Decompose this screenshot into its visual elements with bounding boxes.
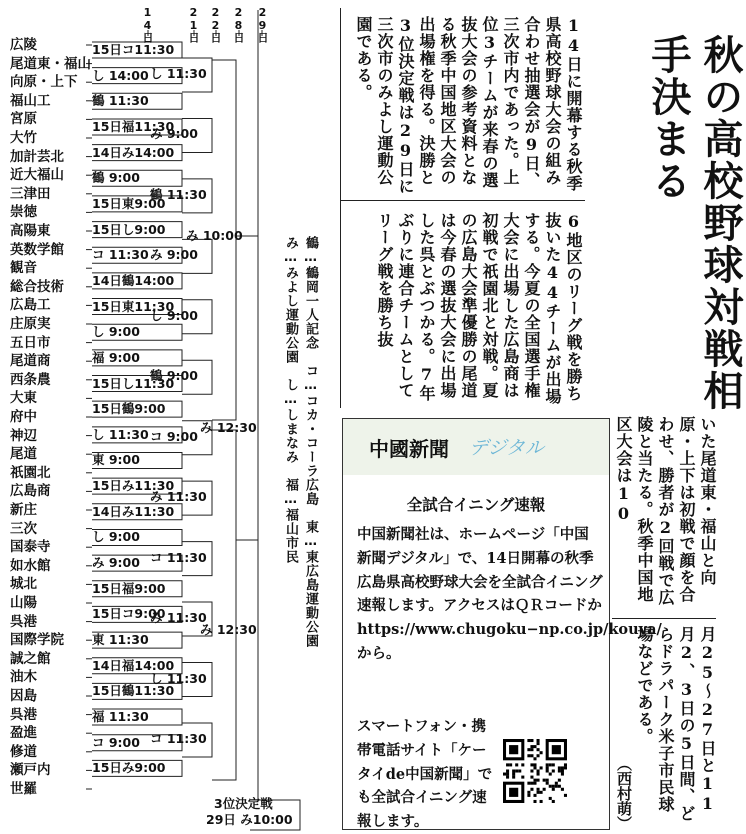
r2-schedule-4: し 9:00 <box>150 307 198 323</box>
team-19: 大東 <box>10 390 37 407</box>
team-33: 誠之館 <box>10 650 51 667</box>
team-24: 広島商 <box>10 483 51 500</box>
bracket-connector-1 <box>236 236 258 540</box>
r2-schedule-8: コ 11:30 <box>150 549 207 565</box>
r1-schedule-6: 15日東9:00 <box>92 195 166 211</box>
r1-schedule-2: 鶴 11:30 <box>92 93 149 109</box>
article-divider-2 <box>612 618 716 619</box>
team-27: 国泰寺 <box>10 539 51 556</box>
tournament-bracket <box>0 0 332 833</box>
team-34: 油木 <box>10 669 37 686</box>
team-14: 広島工 <box>10 297 51 314</box>
third-place-label: 3位決定戦 <box>214 796 273 811</box>
ad-body: 中国新聞社は、ホームページ「中国新聞デジタル」で、14日開幕の秋季広島県高校野球大会を全試合イニング速報します。アクセスはＱＲコードかhttps://www.chugoku−np.co.jp/kouya/から。 <box>357 526 662 662</box>
team-11: 英数学館 <box>10 241 64 258</box>
team-29: 城北 <box>10 576 37 593</box>
team-32: 国際学院 <box>10 632 64 649</box>
team-28: 如水館 <box>10 557 51 574</box>
article-divider <box>340 200 585 201</box>
team-10: 高陽東 <box>10 223 51 239</box>
team-25: 新庄 <box>10 502 37 518</box>
team-12: 観音 <box>10 260 37 277</box>
r1-schedule-26: 福 11:30 <box>92 709 149 725</box>
team-5: 大竹 <box>10 130 37 146</box>
team-21: 神辺 <box>10 427 37 444</box>
r1-schedule-23: 東 11:30 <box>92 632 149 648</box>
r2-schedule-6: コ 9:00 <box>150 428 198 444</box>
round-header-22: 22日 <box>209 6 222 43</box>
r2-schedule-3: み 9:00 <box>150 247 198 263</box>
r3-schedule-0: み 10:00 <box>186 228 243 243</box>
team-36: 呉港 <box>10 706 37 723</box>
team-15: 庄原実 <box>10 316 51 332</box>
r1-schedule-8: コ 11:30 <box>92 247 149 263</box>
r1-schedule-17: 15日み11:30 <box>92 478 175 494</box>
team-39: 瀬戸内 <box>10 762 51 779</box>
r1-schedule-15: し 11:30 <box>92 426 149 442</box>
article-column-3: いた尾道東・福山と向原・上下は初戦で顔を合わせ、勝者が2回戦で広陵と当たる。秋季中国地区大会は10 <box>614 416 717 606</box>
r1-schedule-5: 鶴 9:00 <box>92 170 140 186</box>
article-column-4: 月25〜27日と11月2、3日の5日間、どらドラパーク米子市民球場などである。 <box>635 626 717 822</box>
r2-schedule-5: 鶴 9:00 <box>150 368 198 384</box>
r1-schedule-25: 15日鶴11:30 <box>92 683 175 699</box>
team-2: 向原・上下 <box>10 74 78 91</box>
third-place-time: 29日 み10:00 <box>206 812 293 827</box>
ad-title: 全試合イニング速報 <box>406 496 546 514</box>
team-18: 西条農 <box>10 371 51 388</box>
r2-schedule-7: み 11:30 <box>150 489 207 505</box>
team-0: 広陵 <box>10 37 37 53</box>
team-4: 宮原 <box>10 111 37 128</box>
team-20: 府中 <box>10 409 37 425</box>
r1-schedule-28: 15日み9:00 <box>92 760 166 776</box>
r1-schedule-22: 15日コ9:00 <box>92 606 166 622</box>
r1-schedule-13: 15日し11:30 <box>92 375 175 391</box>
r2-schedule-10: し 11:30 <box>150 670 207 686</box>
venue-legend-1: 鶴…鶴岡一人記念 コ…コカ・コーラ広島 東…東広島運動公園 <box>303 236 318 648</box>
round-header-28: 28日 <box>232 6 245 43</box>
team-40: 世羅 <box>10 781 37 797</box>
r1-schedule-24: 14日福14:00 <box>92 657 175 673</box>
team-22: 尾道 <box>10 446 37 463</box>
article-border <box>340 8 341 408</box>
team-1: 尾道東・福山 <box>10 55 91 72</box>
r3-schedule-2: み 12:30 <box>200 622 257 637</box>
r1-schedule-16: 東 9:00 <box>92 452 140 468</box>
team-3: 福山工 <box>10 92 51 109</box>
team-26: 三次 <box>10 520 37 537</box>
team-38: 修道 <box>10 743 37 760</box>
digital-logo: デジタル <box>469 437 544 459</box>
r1-schedule-4: 14日み14:00 <box>92 144 175 160</box>
r2-schedule-2: 鶴 11:30 <box>150 186 207 202</box>
r1-schedule-18: 14日み11:30 <box>92 503 175 519</box>
ad-body-mobile: スマートフォン・携帯電話サイト「ケータイde中国新聞」でも全試合イニング速報します。 <box>357 718 493 831</box>
article-column-1: 14日に開幕する秋季県高校野球大会の組み合わせ抽選会が9日、三次市内であった。上位3チームが来春の選抜大会の参考資料となる秋季中国地区大会の出場権を得る。決勝と3位決定戦は29日に三次市のみよし運動公園である。 <box>354 16 583 195</box>
team-37: 盈進 <box>10 725 37 742</box>
r3-schedule-1: み 12:30 <box>200 420 257 435</box>
team-30: 山陽 <box>10 595 37 611</box>
round-header-29: 29日 <box>256 6 269 43</box>
r1-schedule-27: コ 9:00 <box>92 734 140 750</box>
article-column-2: 6地区のリーグ戦を勝ち抜いた44チームが出場する。今夏の全国選手権大会に出場した広島商は初戦で祇園北と対戦。夏の広島大会準優勝の尾道は今春の選抜大会に出場した呉とぶつかる。7年ぶりに連合チームとしてリーグ戦を勝ち抜 <box>375 212 583 405</box>
byline: （西村萌） <box>615 756 633 831</box>
r1-schedule-3: 15日福11:30 <box>92 118 175 134</box>
r1-schedule-1: し 14:00 <box>92 67 149 83</box>
r2-schedule-11: コ 11:30 <box>150 730 207 746</box>
r2-schedule-9: み 11:30 <box>150 610 207 626</box>
r1-schedule-0: 15日コ11:30 <box>92 42 175 57</box>
bracket-connector-2 <box>212 430 236 780</box>
r1-schedule-9: 14日鶴14:00 <box>92 272 175 288</box>
r1-schedule-20: み 9:00 <box>92 555 140 571</box>
team-13: 総合技術 <box>10 278 64 295</box>
team-31: 呉港 <box>10 613 37 630</box>
round-header-14: 14日 <box>141 6 154 43</box>
team-17: 尾道商 <box>10 353 51 370</box>
ad-banner <box>343 419 609 475</box>
qr-code-icon[interactable] <box>503 739 567 803</box>
r2-schedule-0: し 11:30 <box>150 66 207 81</box>
team-23: 祇園北 <box>10 464 51 481</box>
round-header-21: 21日 <box>187 6 200 43</box>
team-16: 五日市 <box>10 334 51 351</box>
team-8: 三津田 <box>10 185 51 202</box>
r1-schedule-7: 15日し9:00 <box>92 221 166 237</box>
r2-schedule-1: み 9:00 <box>150 126 198 142</box>
venue-legend-2: み…みよし運動公園 し…しまなみ 福…福山市民 <box>283 236 298 564</box>
r1-schedule-12: 福 9:00 <box>92 349 140 365</box>
headline: 秋の高校野球対戦相手決まる <box>645 34 744 412</box>
r1-schedule-11: し 9:00 <box>92 324 140 340</box>
team-6: 加計芸北 <box>10 148 64 165</box>
r1-schedule-21: 15日福9:00 <box>92 580 166 596</box>
chugoku-logo: 中國新聞 <box>369 437 449 461</box>
r1-schedule-19: し 9:00 <box>92 529 140 545</box>
r1-schedule-14: 15日鶴9:00 <box>92 401 166 417</box>
team-7: 近大福山 <box>10 167 64 184</box>
r1-schedule-10: 15日東11:30 <box>92 298 175 314</box>
team-9: 崇徳 <box>10 204 37 221</box>
team-35: 因島 <box>10 688 37 704</box>
